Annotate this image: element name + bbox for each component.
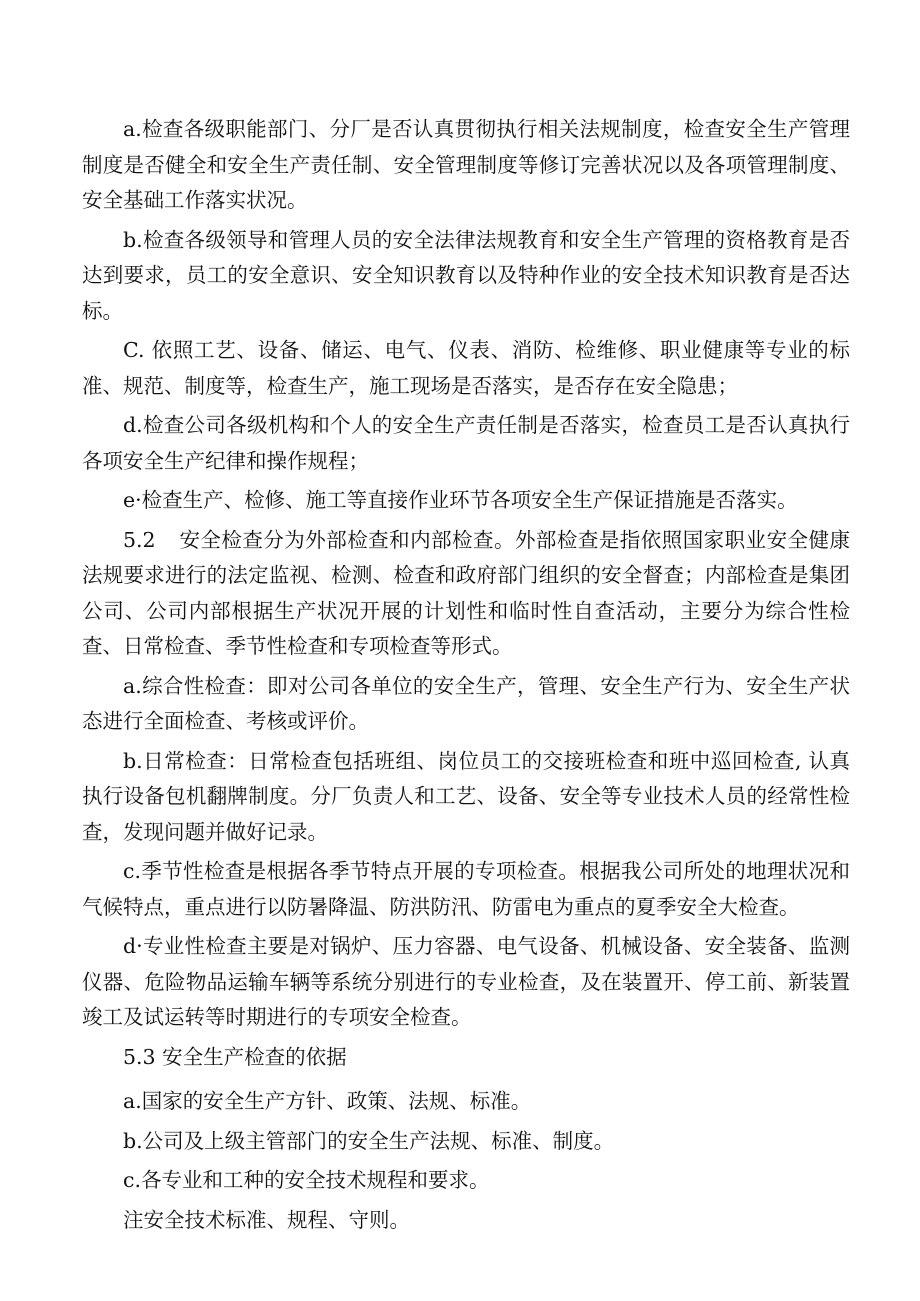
section-5-2-text: 安全检查分为外部检查和内部检查。外部检查是指依照国家职业安全健康法规要求进行的法定监视、检测、检查和政府部门组织的安全督查；内部检查是集团公司、公司内部根据生产状况开展的计划性和临时性自查活动，主要分为综合性检查、日常检查、季节性检查和专项检查等形式。 (82, 527, 850, 658)
check-item-b: b.检查各级领导和管理人员的安全法律法规教育和安全生产管理的资格教育是否达到要求，员工的安全意识、安全知识教育以及特种作业的安全技术知识教育是否达标。 (82, 227, 850, 323)
check-item-a: a.检查各级职能部门、分厂是否认真贯彻执行相关法规制度，检查安全生产管理制度是否健全和安全生产责任制、安全管理制度等修订完善状况以及各项管理制度、安全基础工作落实状况。 (82, 117, 850, 212)
check-item-d: d.检查公司各级机构和个人的安全生产责任制是否落实，检查员工是否认真执行各项安全生产纪律和操作规程； (82, 413, 850, 473)
section-5-3-heading: 5.3 安全生产检查的依据 (123, 1044, 347, 1069)
check-item-c: C. 依照工艺、设备、储运、电气、仪表、消防、检维修、职业健康等专业的标准、规范、制度等，检查生产，施工现场是否落实，是否存在安全隐患； (82, 338, 850, 398)
inspection-type-d: d·专业性检查主要是对锅炉、压力容器、电气设备、机械设备、安全装备、监测仪器、危险物品运输车辆等系统分别进行的专业检查，及在装置开、停工前、新装置竣工及试运转等时期进行的专项安全检查。 (82, 934, 850, 1029)
basis-item-c: c.各专业和工种的安全技术规程和要求。 (123, 1168, 490, 1192)
basis-item-a: a.国家的安全生产方针、政策、法规、标准。 (123, 1089, 532, 1113)
inspection-type-a: a.综合性检查：即对公司各单位的安全生产，管理、安全生产行为、安全生产状态进行全面检查、考核或评价。 (82, 673, 850, 733)
document-body (82, 112, 850, 1242)
basis-item-b: b.公司及上级主管部门的安全生产法规、标准、制度。 (123, 1128, 615, 1153)
check-item-e: e·检查生产、检修、施工等直接作业环节各项安全生产保证措施是否落实。 (123, 488, 798, 512)
section-5-2-number: 5.2 (123, 527, 156, 552)
basis-note: 注安全技术标准、规程、守则。 (123, 1207, 410, 1232)
section-5-2-paragraph (82, 523, 850, 665)
inspection-type-c: c.季节性检查是根据各季节特点开展的专项检查。根据我公司所处的地理状况和气候特点，重点进行以防暑降温、防洪防汛、防雷电为重点的夏季安全大检查。 (82, 859, 850, 919)
inspection-type-b: b.日常检查：日常检查包括班组、岗位员工的交接班检查和班中巡回检查, 认真执行设备包机翻牌制度。分厂负责人和工艺、设备、安全等专业技术人员的经常性检查，发现问题并做好记录。 (82, 748, 850, 844)
